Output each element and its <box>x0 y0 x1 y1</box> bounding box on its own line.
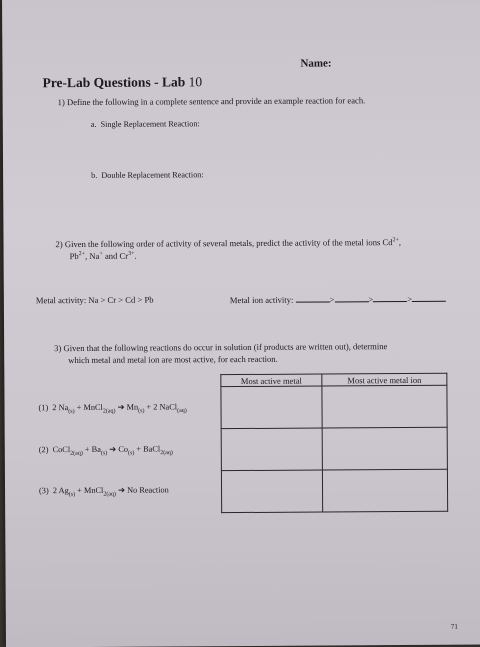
reaction-text: ➔ Mn <box>115 402 139 412</box>
ion-blank-3[interactable] <box>373 293 407 302</box>
period: . <box>134 250 137 261</box>
question-1a-text: Single Replacement Reaction: <box>100 119 200 129</box>
question-1b-text: Double Replacement Reaction: <box>101 170 204 180</box>
na-charge: + <box>99 251 103 258</box>
question-1b-letter: b. <box>91 170 98 180</box>
state-subscript: (s) <box>128 450 135 457</box>
answer-cell[interactable] <box>322 469 447 512</box>
state-subscript: (s) <box>138 408 145 415</box>
question-3-text-1: Given that the following reactions do occur in solution (if products are written out), determine <box>63 341 388 354</box>
reaction-1 <box>38 401 187 415</box>
state-subscript: 2(aq) <box>160 450 173 457</box>
reaction-text: ➔ Co <box>107 444 129 454</box>
col-header-metal-ion: Most active metal ion <box>322 373 447 386</box>
answer-table <box>220 373 448 513</box>
question-3-number: 3) <box>54 343 62 354</box>
answer-cell[interactable] <box>322 385 447 428</box>
page-title-text: Pre-Lab Questions - Lab <box>42 74 186 91</box>
reaction-text: + Ba <box>82 444 101 454</box>
ion-blank-4[interactable] <box>412 293 446 302</box>
question-2-text: Given the following order of activity of several metals, predict the activity of the metal ions Cd <box>64 237 393 250</box>
answer-cell[interactable] <box>221 386 322 429</box>
reaction-text: ➔ No Reaction <box>115 485 169 495</box>
gt-3: > <box>407 293 413 305</box>
pb-ion: Pb <box>69 251 79 262</box>
pb-charge: 2+ <box>78 251 86 258</box>
state-subscript: 2(aq) <box>103 491 117 498</box>
ion-blank-2[interactable] <box>334 293 368 302</box>
state-subscript: 2(aq) <box>102 408 116 415</box>
question-1a <box>91 119 200 129</box>
state-subscript: (s) <box>100 450 108 457</box>
worksheet-page <box>2 0 480 647</box>
question-2-number: 2) <box>55 239 63 250</box>
state-subscript: (aq) <box>177 408 187 415</box>
cr-charge: 3+ <box>128 250 135 257</box>
ion-blank-1[interactable] <box>295 293 329 302</box>
question-2-line2 <box>70 251 137 261</box>
reaction-3 <box>39 484 169 498</box>
question-2-line1: 2) Given the following order of activity of several metals, predict the activity of the metal ions $Cd^{2+}$, <box>55 237 402 250</box>
table-row <box>221 385 447 428</box>
question-1-number: 1) <box>57 97 65 108</box>
gt-1: > <box>329 294 335 305</box>
page-title <box>42 74 202 91</box>
name-label: Name: <box>300 57 332 70</box>
reaction-2 <box>38 443 173 457</box>
answer-cell[interactable] <box>322 427 447 470</box>
reaction-label: (1) <box>38 403 53 413</box>
question-3-line2: which metal and metal ion are most active, for each reaction. <box>68 353 278 366</box>
metal-ion-activity <box>230 293 446 305</box>
metal-ion-activity-label: Metal ion activity: <box>229 294 294 306</box>
table-row <box>221 469 447 512</box>
metal-activity: Metal activity: Na > Cr > Cd > Pb <box>35 294 154 306</box>
cd-charge: 2+ <box>392 237 399 244</box>
na-ion: , Na <box>85 250 100 261</box>
question-1 <box>58 95 366 107</box>
reaction-text: + MnCl <box>75 485 104 496</box>
question-3-line1 <box>54 341 387 353</box>
reaction-label: (3) <box>39 486 53 496</box>
answer-cell[interactable] <box>221 428 322 471</box>
gt-2: > <box>368 294 374 305</box>
reaction-text: 2 Na <box>52 403 69 413</box>
state-subscript: 2(aq) <box>70 450 83 457</box>
question-1a-letter: a. <box>90 119 97 129</box>
lab-number: 10 <box>188 74 203 90</box>
state-subscript: (s) <box>68 491 76 498</box>
page-number: 71 <box>450 622 458 631</box>
table-row <box>221 427 447 470</box>
reaction-label: (2) <box>38 445 53 455</box>
reaction-text: 2 Ag <box>52 486 69 496</box>
reaction-text: + MnCl <box>74 402 103 413</box>
question-1-text: Define the following in a complete sentence and provide an example reaction for each. <box>66 95 366 108</box>
state-subscript: (s) <box>68 408 75 415</box>
reaction-text: + BaCl <box>134 444 161 454</box>
answer-cell[interactable] <box>221 470 322 513</box>
reaction-text: + 2 NaCl <box>144 402 178 412</box>
cr-ion: and Cr <box>102 250 129 261</box>
question-1b <box>91 170 204 180</box>
col-header-metal: Most active metal <box>221 374 322 387</box>
reaction-text: CoCl <box>52 445 71 455</box>
